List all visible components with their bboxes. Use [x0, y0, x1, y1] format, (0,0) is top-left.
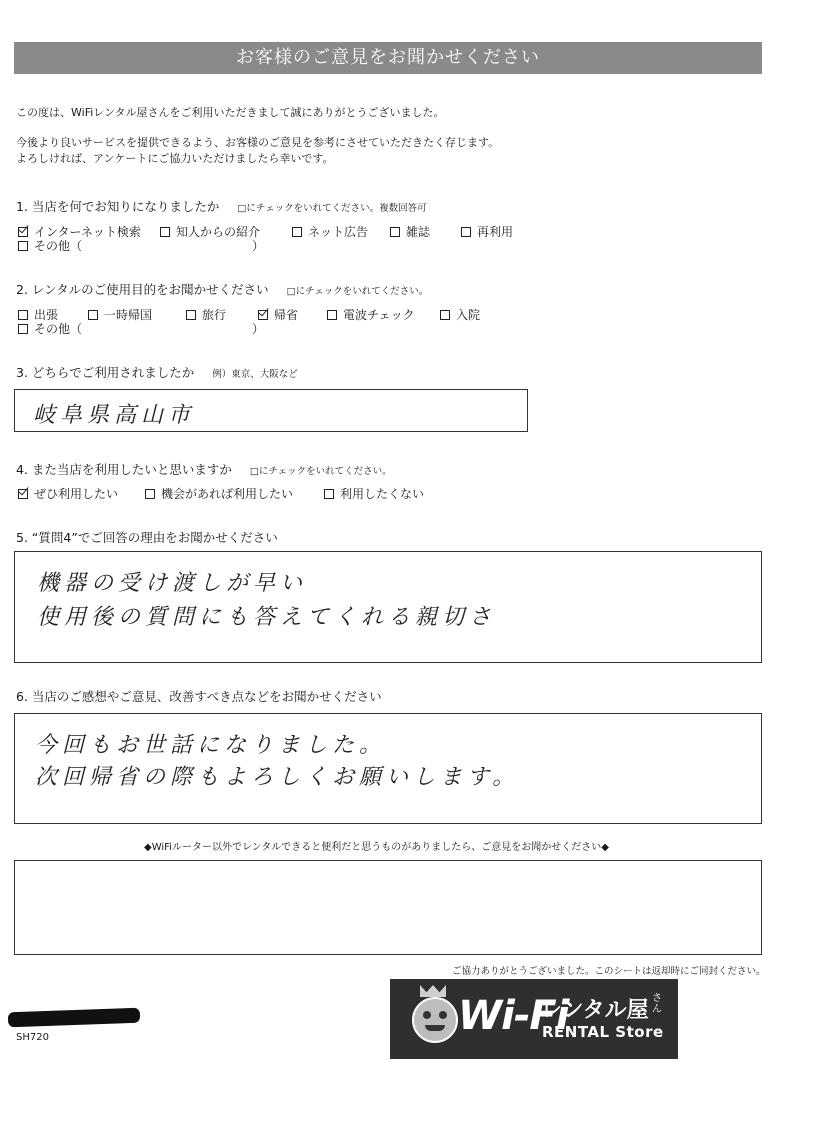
q1-option-reuse[interactable]: 再利用: [461, 223, 513, 240]
question-2: [16, 280, 428, 298]
q5-answer-field[interactable]: [14, 551, 762, 663]
logo-wifi-text: Wi-Fi: [458, 993, 569, 1039]
checkbox-icon[interactable]: [186, 310, 196, 320]
question-3-note: 例）東京、大阪など: [212, 369, 298, 380]
q2-option-hospital[interactable]: 入院: [440, 306, 480, 323]
question-1: [16, 197, 427, 215]
checkbox-icon[interactable]: [18, 310, 28, 320]
question-4-label: 4. また当店を利用したいと思いますか: [16, 462, 232, 477]
question-6: [16, 687, 382, 705]
q7-answer-field[interactable]: [14, 860, 762, 955]
checkbox-icon[interactable]: [324, 489, 334, 499]
checkbox-checked-icon[interactable]: [18, 227, 28, 237]
q2-option-signal-check[interactable]: 電波チェック: [327, 306, 415, 323]
q3-handwritten-answer: 岐阜県高山市: [33, 403, 196, 428]
intro-line-3: よろしければ、アンケートにご協力いただけましたら幸いです。: [16, 152, 334, 165]
question-4: [16, 460, 392, 478]
q4-option-no[interactable]: 利用したくない: [324, 485, 424, 502]
checkbox-icon[interactable]: [440, 310, 450, 320]
q2-option-homecoming[interactable]: 帰省: [258, 306, 298, 323]
question-7-label: ◆WiFiルーター以外でレンタルできると便利だと思うものがありましたら、ご意見をお聞かせください◆: [144, 842, 609, 853]
q2-option-business[interactable]: 出張: [18, 306, 58, 323]
q4-option-definitely[interactable]: ぜひ利用したい: [18, 485, 118, 502]
q1-option-referral[interactable]: 知人からの紹介: [160, 223, 260, 240]
intro-line-1: この度は、WiFiレンタル屋さんをご利用いただきまして誠にありがとうございました。: [16, 106, 445, 119]
intro-line-2: 今後より良いサービスを提供できるよう、お客様のご意見を参考にさせていただきたく存じます。: [16, 136, 500, 149]
question-3: [16, 363, 298, 381]
checkbox-icon[interactable]: [18, 241, 28, 251]
q1-option-internet[interactable]: インターネット検索: [18, 223, 141, 240]
question-2-note: □にチェックをいれてください。: [286, 286, 429, 297]
brand-logo: [390, 979, 678, 1059]
q2-option-travel[interactable]: 旅行: [186, 306, 226, 323]
checkbox-icon[interactable]: [292, 227, 302, 237]
logo-rental-text: レンタル屋: [540, 998, 649, 1023]
thanks-note: ご協力ありがとうございました。このシートは返却時にご同封ください。: [452, 966, 766, 977]
question-1-label: 1. 当店を何でお知りになりましたか: [16, 199, 220, 214]
checkbox-checked-icon[interactable]: [18, 489, 28, 499]
q2-option-temp-return[interactable]: 一時帰国: [88, 306, 152, 323]
form-code: SH720: [16, 1032, 49, 1043]
question-1-note: □にチェックをいれてください。複数回答可: [237, 203, 427, 214]
q3-answer-field[interactable]: [14, 389, 528, 432]
question-3-label: 3. どちらでご利用されましたか: [16, 365, 195, 380]
checkbox-icon[interactable]: [88, 310, 98, 320]
mascot-icon: [412, 997, 458, 1043]
q1-option-net-ad[interactable]: ネット広告: [292, 223, 368, 240]
logo-san-text: さん: [652, 993, 662, 1015]
q5-handwritten-line-2: 使用後の質問にも答えてくれる親切さ: [37, 605, 497, 630]
crown-icon: [420, 985, 446, 997]
checkbox-checked-icon[interactable]: [258, 310, 268, 320]
checkbox-icon[interactable]: [461, 227, 471, 237]
checkbox-icon[interactable]: [327, 310, 337, 320]
checkbox-icon[interactable]: [160, 227, 170, 237]
q1-option-other[interactable]: その他（ ）: [18, 237, 264, 254]
q6-handwritten-line-2: 次回帰省の際もよろしくお願いします。: [35, 765, 520, 790]
checkbox-icon[interactable]: [18, 324, 28, 334]
redacted-serial: [8, 1008, 140, 1028]
question-5-label: 5. “質問4”でご回答の理由をお聞かせください: [16, 530, 278, 545]
q6-handwritten-line-1: 今回もお世話になりました。: [35, 733, 387, 758]
q5-handwritten-line-1: 機器の受け渡しが早い: [37, 571, 308, 596]
question-5: [16, 528, 278, 546]
checkbox-icon[interactable]: [390, 227, 400, 237]
q4-option-if-chance[interactable]: 機会があれば利用したい: [145, 485, 293, 502]
q1-option-magazine[interactable]: 雑誌: [390, 223, 430, 240]
checkbox-icon[interactable]: [145, 489, 155, 499]
question-6-label: 6. 当店のご感想やご意見、改善すべき点などをお聞かせください: [16, 689, 382, 704]
logo-subtitle: RENTAL Store: [542, 1023, 664, 1041]
q6-answer-field[interactable]: [14, 713, 762, 824]
page-title: お客様のご意見をお聞かせください: [14, 42, 762, 74]
q2-option-other[interactable]: その他（ ）: [18, 320, 264, 337]
question-4-note: □にチェックをいれてください。: [249, 466, 392, 477]
question-2-label: 2. レンタルのご使用目的をお聞かせください: [16, 282, 269, 297]
